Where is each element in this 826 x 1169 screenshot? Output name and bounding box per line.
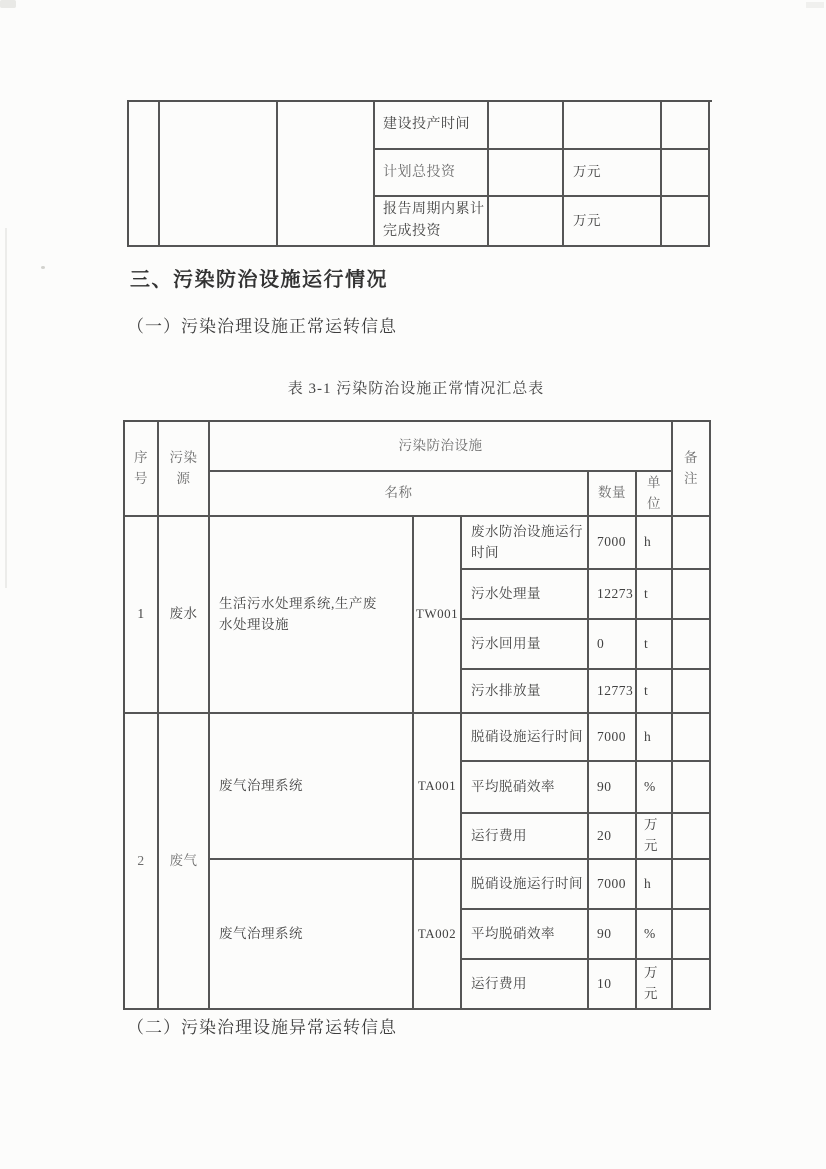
subsection-heading-abnormal: （二）污染治理设施异常运转信息: [127, 1018, 397, 1037]
metric-unit: h: [637, 714, 673, 762]
row-source: 废水: [159, 517, 210, 714]
metric-quantity: 7000: [589, 860, 637, 910]
metric-name: 脱硝设施运行时间: [462, 714, 589, 762]
metric-quantity: 90: [589, 910, 637, 960]
metric-unit: 万元: [637, 960, 673, 1010]
metric-quantity: 7000: [589, 517, 637, 570]
metric-quantity: 0: [589, 620, 637, 670]
metric-unit: t: [637, 670, 673, 714]
facility-code: TA001: [414, 714, 462, 860]
metric-name: 污水排放量: [462, 670, 589, 714]
metric-name: 运行费用: [462, 814, 589, 860]
metric-unit: h: [637, 860, 673, 910]
header-quantity: 数量: [589, 472, 637, 517]
metric-remark: [673, 910, 711, 960]
scan-smudge-top-right: [806, 2, 824, 8]
facility-name: 生活污水处理系统,生产废水处理设施: [210, 517, 414, 714]
empty-cell: [129, 102, 160, 247]
investment-row-value: [489, 197, 564, 247]
metric-unit: t: [637, 620, 673, 670]
row-seq: 1: [125, 517, 159, 714]
investment-table: [127, 100, 712, 247]
scan-edge-line: [5, 228, 7, 588]
subsection-heading-normal: （一）污染治理设施正常运转信息: [127, 317, 397, 336]
metric-name: 脱硝设施运行时间: [462, 860, 589, 910]
metric-quantity: 12273: [589, 570, 637, 620]
header-facility-group: 污染防治设施: [210, 422, 673, 472]
metric-remark: [673, 620, 711, 670]
row-source: 废气: [159, 714, 210, 1010]
metric-name: 运行费用: [462, 960, 589, 1010]
metric-name: 平均脱硝效率: [462, 910, 589, 960]
empty-cell: [278, 102, 375, 247]
metric-quantity: 10: [589, 960, 637, 1010]
empty-cell: [160, 102, 278, 247]
metric-quantity: 90: [589, 762, 637, 814]
facility-name: 废气治理系统: [210, 860, 414, 1010]
investment-row-remark: [662, 197, 710, 247]
metric-remark: [673, 517, 711, 570]
header-seq: 序号: [125, 422, 159, 517]
metric-remark: [673, 714, 711, 762]
metric-name: 废水防治设施运行时间: [462, 517, 589, 570]
metric-remark: [673, 860, 711, 910]
row-seq: 2: [125, 714, 159, 1010]
metric-unit: t: [637, 570, 673, 620]
investment-row-unit: [564, 102, 662, 150]
metric-quantity: 20: [589, 814, 637, 860]
facility-code: TW001: [414, 517, 462, 714]
metric-quantity: 7000: [589, 714, 637, 762]
investment-row-value: [489, 150, 564, 197]
investment-row-label: 计划总投资: [375, 150, 489, 197]
facility-name: 废气治理系统: [210, 714, 414, 860]
section-heading: 三、污染防治设施运行情况: [130, 269, 388, 291]
facility-summary-table: [123, 420, 711, 1010]
header-unit: 单位: [637, 472, 673, 517]
header-remark: 备注: [673, 422, 711, 517]
metric-unit: %: [637, 762, 673, 814]
table-caption: 表 3-1 污染防治设施正常情况汇总表: [287, 381, 545, 397]
investment-row-label: 建设投产时间: [375, 102, 489, 150]
facility-code: TA002: [414, 860, 462, 1010]
metric-unit: 万元: [637, 814, 673, 860]
investment-row-unit: 万元: [564, 150, 662, 197]
metric-name: 污水回用量: [462, 620, 589, 670]
metric-remark: [673, 814, 711, 860]
metric-name: 平均脱硝效率: [462, 762, 589, 814]
scan-speck: [41, 266, 45, 269]
metric-remark: [673, 960, 711, 1010]
header-name: 名称: [210, 472, 589, 517]
metric-unit: %: [637, 910, 673, 960]
investment-row-unit: 万元: [564, 197, 662, 247]
investment-row-label: 报告周期内累计完成投资: [375, 197, 489, 247]
metric-unit: h: [637, 517, 673, 570]
metric-remark: [673, 762, 711, 814]
metric-remark: [673, 670, 711, 714]
scan-smudge-top-left: [0, 0, 16, 8]
metric-remark: [673, 570, 711, 620]
metric-quantity: 12773: [589, 670, 637, 714]
investment-row-remark: [662, 150, 710, 197]
investment-row-remark: [662, 102, 710, 150]
metric-name: 污水处理量: [462, 570, 589, 620]
header-source: 污染源: [159, 422, 210, 517]
investment-row-value: [489, 102, 564, 150]
